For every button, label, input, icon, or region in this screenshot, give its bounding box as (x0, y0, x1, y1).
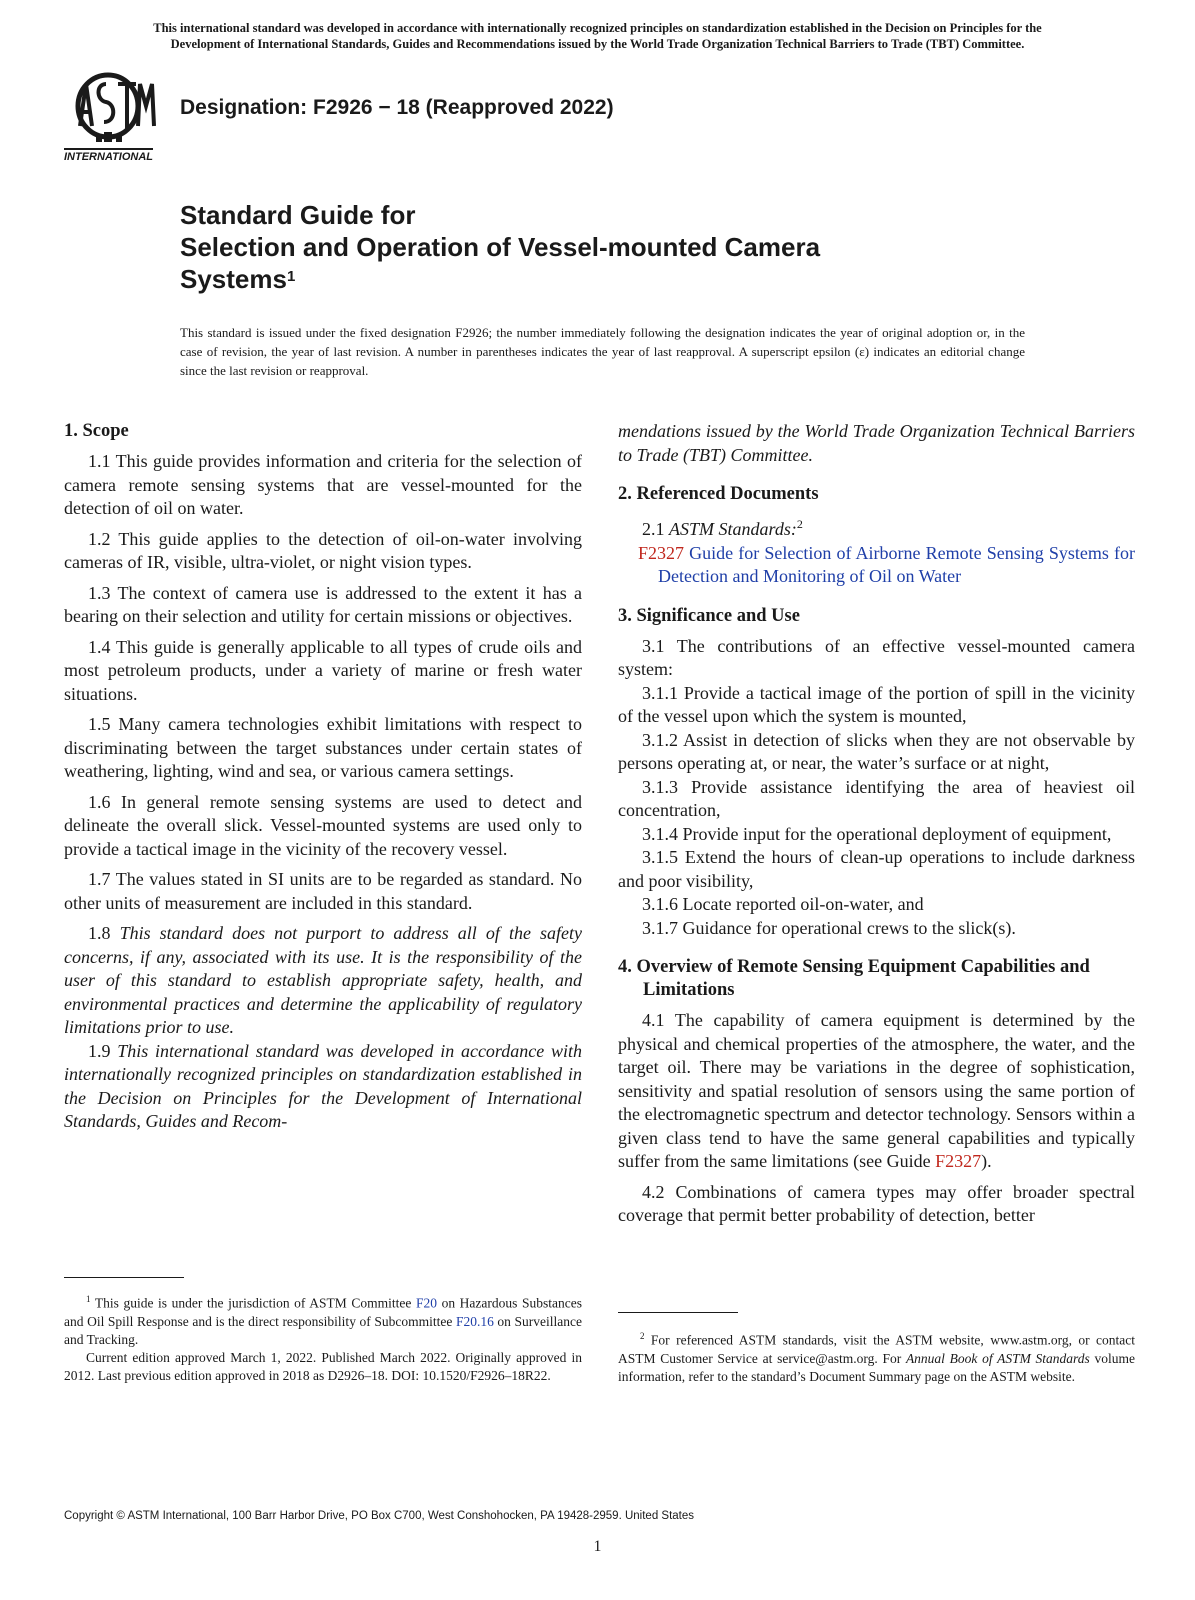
footnote-1-part-b: on Hazardous Substances and Oil Spill Response and is the direct responsibility of Subcommittee (64, 1295, 582, 1329)
para-4-1-text: 4.1 The capability of camera equipment is determined by the physical and chemical properties of the atmosphere, the water, and the target oil. There may be variations in the degree of sophistication, sensitivity and spatial resolution of sensors using the same portion of the electromagnetic spectrum and detector technology. Sensors within a given class tend to have the same general capabilities and typically suffer from the same limitations (see Guide (618, 1010, 1135, 1171)
para-4-1-end: ). (981, 1151, 992, 1171)
para-4-1 (618, 1009, 1135, 1174)
para-4-2: 4.2 Combinations of camera types may offer broader spectral coverage that permit better probability of detection, better (618, 1181, 1135, 1225)
para-2-1 (618, 513, 1135, 542)
para-1-9-num: 1.9 (88, 1040, 118, 1061)
para-2-1-num: 2.1 (642, 519, 669, 539)
title-line3 (180, 263, 1080, 295)
para-3-1-1: 3.1.1 Provide a tactical image of the portion of spill in the vicinity of the vessel upon which the system is mounted, (618, 682, 1135, 726)
footnote-2 (618, 1312, 1135, 1386)
footnote-2-italic: Annual Book of ASTM Standards (905, 1350, 1090, 1366)
astm-logo-icon (60, 70, 170, 165)
para-3-1-5: 3.1.5 Extend the hours of clean-up operations to include darkness and poor visibility, (618, 847, 1135, 891)
copyright: Copyright © ASTM International, 100 Barr Harbor Drive, PO Box C700, West Conshohocken, PA 19428-2959. United States (64, 1510, 695, 1522)
logo-text: INTERNATIONAL (64, 148, 153, 163)
issued-note: This standard is issued under the fixed designation F2926; the number immediately following the designation indicates the year of original adoption or, in the case of revision, the year of last revision. A number in parentheses indicates the year of last reapproval. A superscript epsilon (ε) indicates an editorial change since the last revision or reapproval. (180, 325, 1025, 378)
footnote-1 (64, 1277, 582, 1385)
ref-title-f2327[interactable]: Guide for Selection of Airborne Remote Sensing Systems for Detection and Monitoring of Oil on Water (658, 542, 1135, 586)
footnote-1-part-c: on Surveillance and Tracking. (64, 1313, 582, 1347)
para-2-1-sup: 2 (796, 517, 803, 531)
para-1-8-num: 1.8 (88, 923, 120, 943)
footnote-1-edition: Current edition approved March 1, 2022. Published March 2022. Originally approved in 2012. Last previous edition approved in 2018 as D2926–18. DOI: 10.1520/F2926–18R22. (64, 1349, 582, 1383)
para-1-5: 1.5 Many camera technologies exhibit limitations with respect to discriminating between the target substances under certain states of weathering, lighting, wind and sea, or various camera settings. (64, 714, 582, 781)
para-3-1-6: 3.1.6 Locate reported oil-on-water, and (642, 894, 924, 914)
footnote-rule (64, 1277, 184, 1278)
top-notice (60, 20, 1135, 52)
para-3-1-4: 3.1.4 Provide input for the operational deployment of equipment, (642, 823, 1112, 844)
section-2-heading: 2. Referenced Documents (618, 484, 819, 504)
title-line1: Standard Guide for (180, 200, 416, 230)
para-1-9 (64, 1040, 582, 1134)
designation: Designation: F2926 − 18 (Reapproved 2022) (180, 96, 614, 119)
para-1-8 (64, 922, 582, 1040)
page-number: 1 (593, 1538, 602, 1555)
top-notice-line1: This international standard was developed in accordance with internationally recognized principles on standardization established in the Decision on Principles for the (153, 21, 1042, 35)
footnote-rule (618, 1312, 738, 1313)
para-1-7: 1.7 The values stated in SI units are to be regarded as standard. No other units of measurement are included in this standard. (64, 869, 582, 913)
para-1-2: 1.2 This guide applies to the detection of oil-on-water involving cameras of IR, visible, ultra-violet, or night vision types. (64, 528, 582, 572)
title-line2: Selection and Operation of Vessel-mounted Camera (180, 232, 821, 262)
para-3-1-7: 3.1.7 Guidance for operational crews to the slick(s). (642, 917, 1016, 938)
document-title (180, 199, 1080, 295)
left-column (64, 420, 582, 1134)
para-1-1: 1.1 This guide provides information and criteria for the selection of camera remote sensing systems that are vessel-mounted for the detection of oil on water. (64, 451, 582, 518)
para-1-8-text: This standard does not purport to address all of the safety concerns, if any, associated with its use. It is the responsibility of the user of this standard to establish appropriate safety, health, and environmental practices and determine the applicability of regulatory limitations prior to use. (64, 923, 582, 1037)
footnote-2-part-a: For referenced ASTM standards, visit the ASTM website, www.astm.org, or contact ASTM Customer Service at service@astm.org. For (618, 1332, 1135, 1366)
para-2-1-text: ASTM Standards: (669, 519, 797, 539)
para-3-1-3: 3.1.3 Provide assistance identifying the area of heaviest oil concentration, (618, 776, 1135, 820)
top-notice-line2: Development of International Standards, Guides and Recommendations issued by the World Trade Organization Technical Barriers to Trade (TBT) Committee. (170, 37, 1025, 51)
para-3-1-2: 3.1.2 Assist in detection of slicks when they are not observable by persons operating at, or near, the water’s surface or at night, (618, 729, 1135, 773)
ref-code-f2327[interactable]: F2327 (638, 542, 685, 563)
section-3-heading: 3. Significance and Use (618, 605, 800, 626)
link-f2327[interactable]: F2327 (935, 1151, 982, 1171)
footnote-2-part-b: volume information, refer to the standard’s Document Summary page on the ASTM website. (618, 1350, 1136, 1384)
title-line3-text: Systems (180, 264, 287, 294)
reference-f2327[interactable] (638, 542, 1135, 589)
title-footnote-mark: 1 (286, 268, 296, 285)
para-1-6: 1.6 In general remote sensing systems are used to detect and delineate the overall slick. Vessel-mounted systems are used only to provide a tactical image in the vicinity of the recovery vessel. (64, 791, 582, 859)
footnote-2-mark: 2 (640, 1331, 645, 1341)
section-1-heading: 1. Scope (64, 421, 129, 441)
para-1-9-continued: mendations issued by the World Trade Organization Technical Barriers to Trade (TBT) Committee. (618, 421, 1135, 465)
para-3-1: 3.1 The contributions of an effective vessel-mounted camera system: (618, 635, 1135, 679)
link-f20[interactable]: F20 (415, 1295, 437, 1311)
para-1-9-text: This international standard was developed in accordance with internationally recognized principles on standardization established in the Decision on Principles for the Development of International Standards, Guides and Recom- (64, 1040, 582, 1131)
link-f20-16[interactable]: F20.16 (455, 1313, 494, 1329)
right-column (618, 420, 1135, 1228)
section-4-heading: 4. Overview of Remote Sensing Equipment Capabilities and Limitations (618, 957, 1090, 1000)
footnote-2-text (618, 1327, 1135, 1386)
para-1-3: 1.3 The context of camera use is addressed to the extent it has a bearing on their selection and utility for certain missions or objectives. (64, 582, 582, 626)
para-1-4: 1.4 This guide is generally applicable to all types of crude oils and most petroleum products, under a variety of marine or fresh water situations. (64, 636, 582, 704)
footnote-1-text (64, 1290, 582, 1349)
footnote-1-part-a: This guide is under the jurisdiction of ASTM Committee (90, 1295, 416, 1311)
footnote-1-mark: 1 (86, 1294, 91, 1304)
